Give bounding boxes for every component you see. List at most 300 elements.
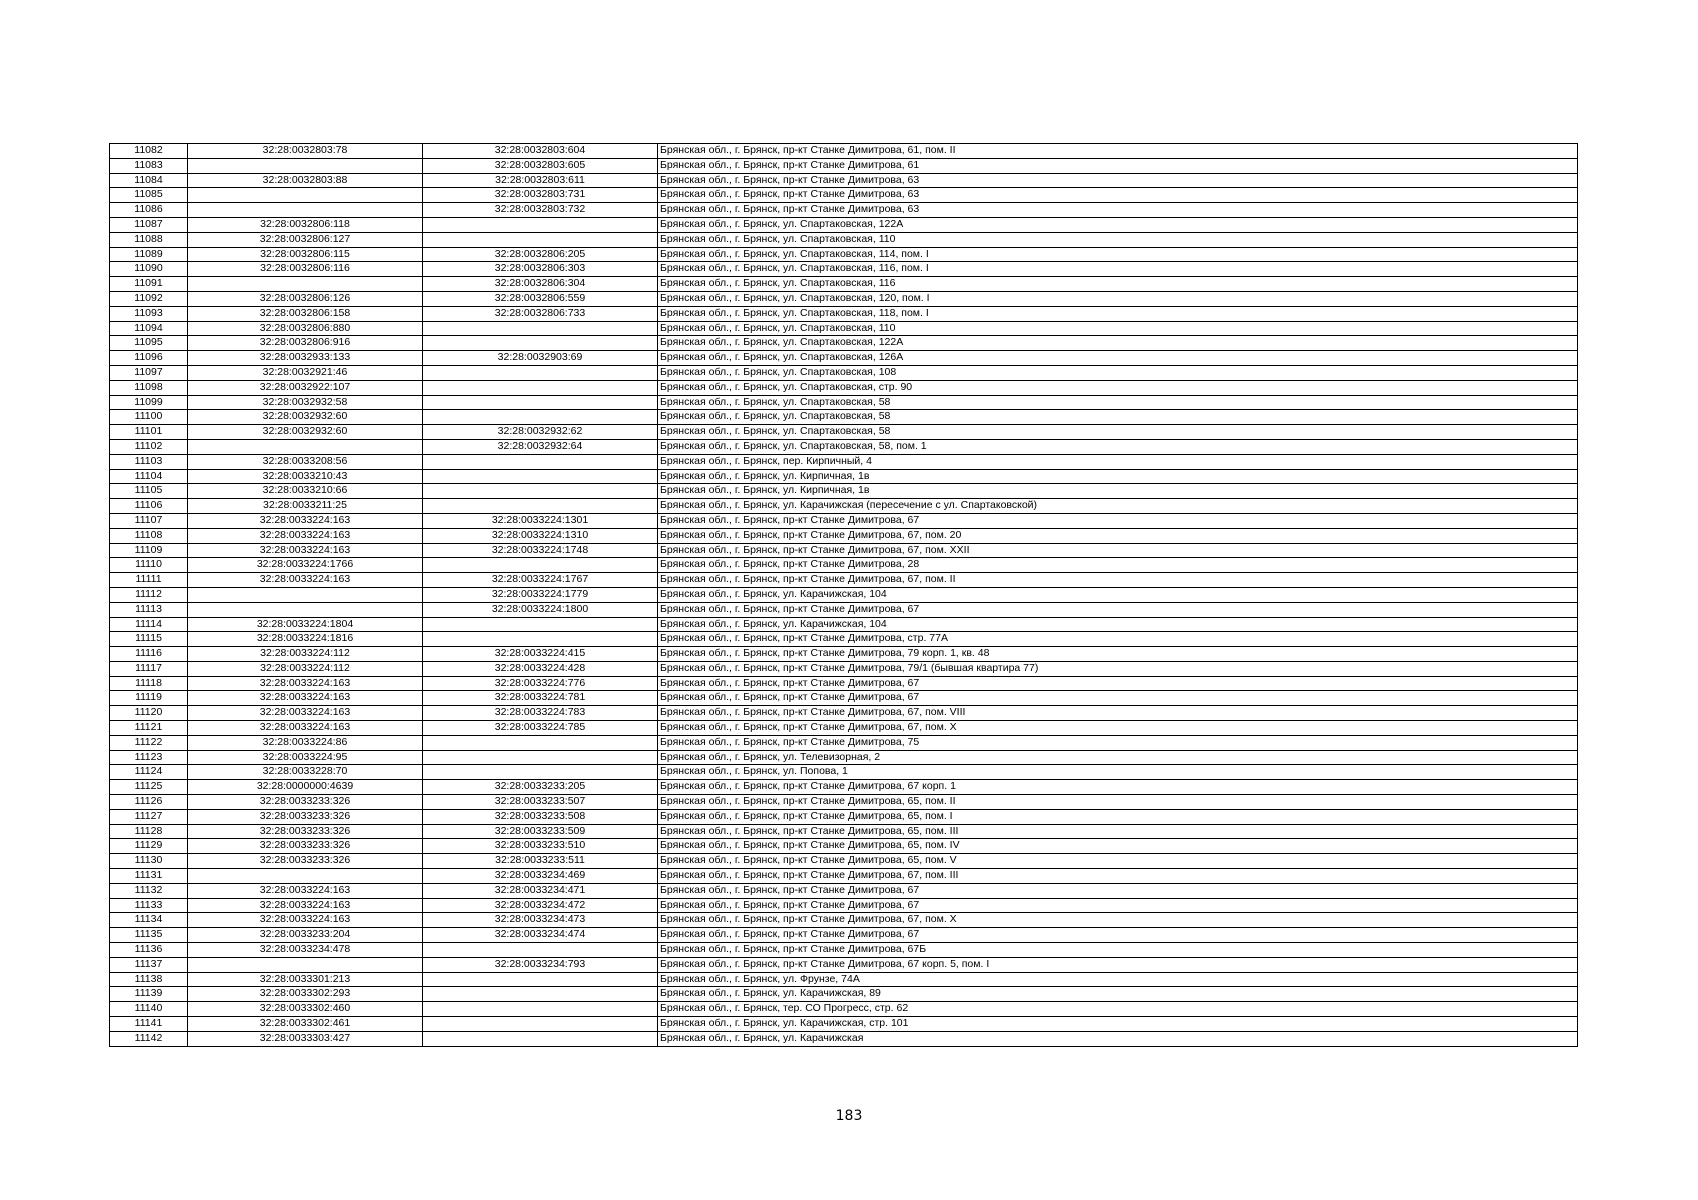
table-row	[110, 898, 1578, 913]
row-number-cell: 11096	[110, 351, 188, 366]
row-number-cell: 11098	[110, 380, 188, 395]
parcel-number-cell: 32:28:0033211:25	[188, 499, 423, 514]
parcel-number-cell: 32:28:0032806:126	[188, 291, 423, 306]
row-number-cell: 11142	[110, 1031, 188, 1046]
address-cell: Брянская обл., г. Брянск, пр-кт Станке Димитрова, 65, пом. III	[658, 824, 1578, 839]
table-row	[110, 706, 1578, 721]
address-cell: Брянская обл., г. Брянск, пр-кт Станке Димитрова, 61	[658, 158, 1578, 173]
row-number-cell: 11120	[110, 706, 188, 721]
table-row	[110, 721, 1578, 736]
parcel-number-cell: 32:28:0000000:4639	[188, 780, 423, 795]
table-row	[110, 735, 1578, 750]
parcel-number-cell: 32:28:0033224:112	[188, 647, 423, 662]
parcel-number-cell	[188, 203, 423, 218]
object-number-cell	[423, 750, 658, 765]
table-row	[110, 247, 1578, 262]
address-cell: Брянская обл., г. Брянск, пр-кт Станке Димитрова, 67	[658, 691, 1578, 706]
row-number-cell: 11109	[110, 543, 188, 558]
table-row	[110, 1002, 1578, 1017]
parcel-number-cell: 32:28:0033224:163	[188, 676, 423, 691]
address-cell: Брянская обл., г. Брянск, ул. Карачижская (пересечение с ул. Спартаковской)	[658, 499, 1578, 514]
parcel-number-cell	[188, 602, 423, 617]
address-cell: Брянская обл., г. Брянск, ул. Спартаковская, 126А	[658, 351, 1578, 366]
parcel-number-cell: 32:28:0032922:107	[188, 380, 423, 395]
table-row	[110, 203, 1578, 218]
address-cell: Брянская обл., г. Брянск, пр-кт Станке Димитрова, 67, пом. XXII	[658, 543, 1578, 558]
table-row	[110, 425, 1578, 440]
address-cell: Брянская обл., г. Брянск, ул. Карачижская, 104	[658, 617, 1578, 632]
address-cell: Брянская обл., г. Брянск, ул. Спартаковская, 114, пом. I	[658, 247, 1578, 262]
row-number-cell: 11088	[110, 232, 188, 247]
table-row	[110, 573, 1578, 588]
object-number-cell: 32:28:0033233:508	[423, 809, 658, 824]
address-cell: Брянская обл., г. Брянск, пр-кт Станке Димитрова, 63	[658, 173, 1578, 188]
address-cell: Брянская обл., г. Брянск, пр-кт Станке Димитрова, стр. 77А	[658, 632, 1578, 647]
table-row	[110, 410, 1578, 425]
object-number-cell: 32:28:0033233:511	[423, 854, 658, 869]
table-row	[110, 691, 1578, 706]
parcel-number-cell: 32:28:0033224:95	[188, 750, 423, 765]
address-cell: Брянская обл., г. Брянск, пр-кт Станке Димитрова, 67, пом. 20	[658, 528, 1578, 543]
parcel-number-cell: 32:28:0033224:1766	[188, 558, 423, 573]
cadastral-table	[109, 143, 1578, 1047]
object-number-cell	[423, 1031, 658, 1046]
address-cell: Брянская обл., г. Брянск, ул. Спартаковская, 58	[658, 395, 1578, 410]
table-row	[110, 351, 1578, 366]
row-number-cell: 11089	[110, 247, 188, 262]
address-cell: Брянская обл., г. Брянск, ул. Спартаковская, 110	[658, 321, 1578, 336]
row-number-cell: 11082	[110, 144, 188, 159]
table-row	[110, 824, 1578, 839]
object-number-cell	[423, 321, 658, 336]
table-row	[110, 809, 1578, 824]
parcel-number-cell: 32:28:0033208:56	[188, 454, 423, 469]
row-number-cell: 11134	[110, 913, 188, 928]
object-number-cell: 32:28:0033234:472	[423, 898, 658, 913]
table-row	[110, 558, 1578, 573]
object-number-cell	[423, 484, 658, 499]
row-number-cell: 11121	[110, 721, 188, 736]
parcel-number-cell	[188, 587, 423, 602]
parcel-number-cell: 32:28:0033224:163	[188, 513, 423, 528]
object-number-cell: 32:28:0033224:415	[423, 647, 658, 662]
row-number-cell: 11135	[110, 928, 188, 943]
object-number-cell: 32:28:0033233:507	[423, 795, 658, 810]
table-row	[110, 1031, 1578, 1046]
object-number-cell	[423, 987, 658, 1002]
table-row	[110, 632, 1578, 647]
object-number-cell	[423, 632, 658, 647]
object-number-cell: 32:28:0032932:62	[423, 425, 658, 440]
table-row	[110, 913, 1578, 928]
row-number-cell: 11118	[110, 676, 188, 691]
table-body	[110, 144, 1578, 1047]
object-number-cell	[423, 558, 658, 573]
table-row	[110, 232, 1578, 247]
object-number-cell	[423, 454, 658, 469]
object-number-cell	[423, 365, 658, 380]
table-row	[110, 217, 1578, 232]
table-row	[110, 883, 1578, 898]
object-number-cell	[423, 972, 658, 987]
address-cell: Брянская обл., г. Брянск, ул. Телевизорная, 2	[658, 750, 1578, 765]
address-cell: Брянская обл., г. Брянск, ул. Спартаковская, стр. 90	[658, 380, 1578, 395]
address-cell: Брянская обл., г. Брянск, пр-кт Станке Димитрова, 28	[658, 558, 1578, 573]
table-row	[110, 188, 1578, 203]
parcel-number-cell: 32:28:0033224:1804	[188, 617, 423, 632]
object-number-cell	[423, 469, 658, 484]
row-number-cell: 11093	[110, 306, 188, 321]
address-cell: Брянская обл., г. Брянск, ул. Спартаковская, 116, пом. I	[658, 262, 1578, 277]
parcel-number-cell	[188, 188, 423, 203]
table-row	[110, 987, 1578, 1002]
address-cell: Брянская обл., г. Брянск, пр-кт Станке Димитрова, 65, пом. V	[658, 854, 1578, 869]
address-cell: Брянская обл., г. Брянск, ул. Кирпичная, 1в	[658, 469, 1578, 484]
parcel-number-cell: 32:28:0033210:66	[188, 484, 423, 499]
address-cell: Брянская обл., г. Брянск, ул. Спартаковская, 118, пом. I	[658, 306, 1578, 321]
table-row	[110, 528, 1578, 543]
address-cell: Брянская обл., г. Брянск, ул. Спартаковская, 58	[658, 410, 1578, 425]
parcel-number-cell: 32:28:0033210:43	[188, 469, 423, 484]
parcel-number-cell: 32:28:0033224:163	[188, 913, 423, 928]
table-row	[110, 499, 1578, 514]
row-number-cell: 11130	[110, 854, 188, 869]
parcel-number-cell: 32:28:0033224:163	[188, 573, 423, 588]
parcel-number-cell	[188, 158, 423, 173]
address-cell: Брянская обл., г. Брянск, ул. Попова, 1	[658, 765, 1578, 780]
object-number-cell: 32:28:0033234:793	[423, 957, 658, 972]
table-row	[110, 513, 1578, 528]
object-number-cell: 32:28:0032932:64	[423, 439, 658, 454]
parcel-number-cell: 32:28:0033301:213	[188, 972, 423, 987]
parcel-number-cell: 32:28:0033228:70	[188, 765, 423, 780]
address-cell: Брянская обл., г. Брянск, ул. Кирпичная, 1в	[658, 484, 1578, 499]
parcel-number-cell: 32:28:0032803:88	[188, 173, 423, 188]
object-number-cell: 32:28:0033233:205	[423, 780, 658, 795]
parcel-number-cell: 32:28:0032932:60	[188, 410, 423, 425]
row-number-cell: 11137	[110, 957, 188, 972]
address-cell: Брянская обл., г. Брянск, пр-кт Станке Димитрова, 65, пом. I	[658, 809, 1578, 824]
row-number-cell: 11124	[110, 765, 188, 780]
object-number-cell: 32:28:0032903:69	[423, 351, 658, 366]
object-number-cell: 32:28:0033224:776	[423, 676, 658, 691]
object-number-cell	[423, 232, 658, 247]
table-row	[110, 336, 1578, 351]
address-cell: Брянская обл., г. Брянск, пр-кт Станке Димитрова, 67, пом. X	[658, 913, 1578, 928]
parcel-number-cell: 32:28:0033224:163	[188, 691, 423, 706]
address-cell: Брянская обл., г. Брянск, пр-кт Станке Димитрова, 63	[658, 203, 1578, 218]
table-row	[110, 1017, 1578, 1032]
object-number-cell: 32:28:0033224:428	[423, 661, 658, 676]
row-number-cell: 11129	[110, 839, 188, 854]
address-cell: Брянская обл., г. Брянск, пр-кт Станке Димитрова, 79/1 (бывшая квартира 77)	[658, 661, 1578, 676]
row-number-cell: 11091	[110, 277, 188, 292]
row-number-cell: 11097	[110, 365, 188, 380]
object-number-cell: 32:28:0032803:732	[423, 203, 658, 218]
address-cell: Брянская обл., г. Брянск, ул. Карачижская, 89	[658, 987, 1578, 1002]
table-row	[110, 454, 1578, 469]
object-number-cell: 32:28:0033234:474	[423, 928, 658, 943]
object-number-cell	[423, 617, 658, 632]
address-cell: Брянская обл., г. Брянск, пр-кт Станке Димитрова, 63	[658, 188, 1578, 203]
table-row	[110, 395, 1578, 410]
object-number-cell: 32:28:0032806:303	[423, 262, 658, 277]
object-number-cell: 32:28:0032803:731	[423, 188, 658, 203]
table-row	[110, 943, 1578, 958]
parcel-number-cell: 32:28:0033303:427	[188, 1031, 423, 1046]
parcel-number-cell: 32:28:0032806:916	[188, 336, 423, 351]
row-number-cell: 11085	[110, 188, 188, 203]
object-number-cell	[423, 1017, 658, 1032]
parcel-number-cell: 32:28:0032803:78	[188, 144, 423, 159]
table-row	[110, 262, 1578, 277]
address-cell: Брянская обл., г. Брянск, пр-кт Станке Димитрова, 61, пом. II	[658, 144, 1578, 159]
address-cell: Брянская обл., г. Брянск, пр-кт Станке Димитрова, 67, пом. III	[658, 869, 1578, 884]
table-row	[110, 750, 1578, 765]
parcel-number-cell: 32:28:0033224:163	[188, 883, 423, 898]
parcel-number-cell: 32:28:0033233:326	[188, 824, 423, 839]
table-row	[110, 869, 1578, 884]
parcel-number-cell: 32:28:0033302:461	[188, 1017, 423, 1032]
parcel-number-cell: 32:28:0033224:163	[188, 706, 423, 721]
object-number-cell: 32:28:0033224:1767	[423, 573, 658, 588]
object-number-cell: 32:28:0032806:733	[423, 306, 658, 321]
address-cell: Брянская обл., г. Брянск, пр-кт Станке Димитрова, 79 корп. 1, кв. 48	[658, 647, 1578, 662]
parcel-number-cell: 32:28:0033302:460	[188, 1002, 423, 1017]
table-row	[110, 972, 1578, 987]
parcel-number-cell: 32:28:0032806:118	[188, 217, 423, 232]
row-number-cell: 11100	[110, 410, 188, 425]
object-number-cell	[423, 410, 658, 425]
row-number-cell: 11113	[110, 602, 188, 617]
address-cell: Брянская обл., г. Брянск, пер. Кирпичный, 4	[658, 454, 1578, 469]
object-number-cell: 32:28:0033224:1800	[423, 602, 658, 617]
object-number-cell: 32:28:0032803:605	[423, 158, 658, 173]
parcel-number-cell: 32:28:0033233:326	[188, 795, 423, 810]
object-number-cell: 32:28:0032803:611	[423, 173, 658, 188]
address-cell: Брянская обл., г. Брянск, ул. Карачижская	[658, 1031, 1578, 1046]
parcel-number-cell: 32:28:0033234:478	[188, 943, 423, 958]
object-number-cell	[423, 336, 658, 351]
object-number-cell: 32:28:0033224:1310	[423, 528, 658, 543]
row-number-cell: 11090	[110, 262, 188, 277]
parcel-number-cell: 32:28:0032806:158	[188, 306, 423, 321]
object-number-cell: 32:28:0033233:509	[423, 824, 658, 839]
parcel-number-cell: 32:28:0033224:112	[188, 661, 423, 676]
parcel-number-cell: 32:28:0033224:163	[188, 528, 423, 543]
table-row	[110, 839, 1578, 854]
row-number-cell: 11122	[110, 735, 188, 750]
row-number-cell: 11101	[110, 425, 188, 440]
object-number-cell	[423, 1002, 658, 1017]
row-number-cell: 11105	[110, 484, 188, 499]
row-number-cell: 11115	[110, 632, 188, 647]
row-number-cell: 11125	[110, 780, 188, 795]
address-cell: Брянская обл., г. Брянск, ул. Спартаковская, 120, пом. I	[658, 291, 1578, 306]
address-cell: Брянская обл., г. Брянск, пр-кт Станке Димитрова, 67	[658, 928, 1578, 943]
row-number-cell: 11140	[110, 1002, 188, 1017]
row-number-cell: 11114	[110, 617, 188, 632]
row-number-cell: 11083	[110, 158, 188, 173]
parcel-number-cell: 32:28:0032806:116	[188, 262, 423, 277]
row-number-cell: 11107	[110, 513, 188, 528]
table-row	[110, 144, 1578, 159]
parcel-number-cell: 32:28:0033233:326	[188, 854, 423, 869]
row-number-cell: 11099	[110, 395, 188, 410]
address-cell: Брянская обл., г. Брянск, пр-кт Станке Димитрова, 67, пом. VIII	[658, 706, 1578, 721]
table-row	[110, 795, 1578, 810]
table-row	[110, 957, 1578, 972]
row-number-cell: 11141	[110, 1017, 188, 1032]
address-cell: Брянская обл., г. Брянск, пр-кт Станке Димитрова, 67	[658, 676, 1578, 691]
parcel-number-cell: 32:28:0032932:60	[188, 425, 423, 440]
object-number-cell	[423, 499, 658, 514]
parcel-number-cell: 32:28:0032806:127	[188, 232, 423, 247]
address-cell: Брянская обл., г. Брянск, пр-кт Станке Димитрова, 67	[658, 513, 1578, 528]
row-number-cell: 11102	[110, 439, 188, 454]
row-number-cell: 11112	[110, 587, 188, 602]
object-number-cell	[423, 765, 658, 780]
address-cell: Брянская обл., г. Брянск, тер. СО Прогресс, стр. 62	[658, 1002, 1578, 1017]
row-number-cell: 11104	[110, 469, 188, 484]
object-number-cell	[423, 943, 658, 958]
parcel-number-cell: 32:28:0033224:163	[188, 721, 423, 736]
row-number-cell: 11087	[110, 217, 188, 232]
object-number-cell: 32:28:0033234:469	[423, 869, 658, 884]
row-number-cell: 11110	[110, 558, 188, 573]
parcel-number-cell	[188, 869, 423, 884]
row-number-cell: 11095	[110, 336, 188, 351]
table-row	[110, 291, 1578, 306]
parcel-number-cell: 32:28:0033224:163	[188, 543, 423, 558]
parcel-number-cell: 32:28:0032806:880	[188, 321, 423, 336]
table-row	[110, 484, 1578, 499]
table-row	[110, 854, 1578, 869]
row-number-cell: 11126	[110, 795, 188, 810]
table-row	[110, 439, 1578, 454]
address-cell: Брянская обл., г. Брянск, пр-кт Станке Димитрова, 67 корп. 1	[658, 780, 1578, 795]
address-cell: Брянская обл., г. Брянск, пр-кт Станке Димитрова, 67, пом. II	[658, 573, 1578, 588]
row-number-cell: 11119	[110, 691, 188, 706]
row-number-cell: 11084	[110, 173, 188, 188]
address-cell: Брянская обл., г. Брянск, ул. Спартаковская, 122А	[658, 336, 1578, 351]
object-number-cell: 32:28:0032803:604	[423, 144, 658, 159]
address-cell: Брянская обл., г. Брянск, ул. Спартаковская, 58, пом. 1	[658, 439, 1578, 454]
parcel-number-cell: 32:28:0032932:58	[188, 395, 423, 410]
table-row	[110, 617, 1578, 632]
object-number-cell	[423, 735, 658, 750]
parcel-number-cell: 32:28:0033233:326	[188, 839, 423, 854]
row-number-cell: 11132	[110, 883, 188, 898]
row-number-cell: 11131	[110, 869, 188, 884]
address-cell: Брянская обл., г. Брянск, пр-кт Станке Димитрова, 67 корп. 5, пом. I	[658, 957, 1578, 972]
parcel-number-cell	[188, 277, 423, 292]
row-number-cell: 11094	[110, 321, 188, 336]
address-cell: Брянская обл., г. Брянск, ул. Спартаковская, 108	[658, 365, 1578, 380]
parcel-number-cell: 32:28:0033224:1816	[188, 632, 423, 647]
table-row	[110, 306, 1578, 321]
row-number-cell: 11139	[110, 987, 188, 1002]
parcel-number-cell	[188, 439, 423, 454]
address-cell: Брянская обл., г. Брянск, пр-кт Станке Димитрова, 67	[658, 883, 1578, 898]
parcel-number-cell: 32:28:0033233:326	[188, 809, 423, 824]
address-cell: Брянская обл., г. Брянск, пр-кт Станке Димитрова, 67	[658, 898, 1578, 913]
object-number-cell: 32:28:0032806:304	[423, 277, 658, 292]
address-cell: Брянская обл., г. Брянск, ул. Спартаковская, 58	[658, 425, 1578, 440]
table-row	[110, 647, 1578, 662]
row-number-cell: 11123	[110, 750, 188, 765]
table-row	[110, 676, 1578, 691]
row-number-cell: 11138	[110, 972, 188, 987]
address-cell: Брянская обл., г. Брянск, ул. Фрунзе, 74А	[658, 972, 1578, 987]
page-number: 183	[835, 1108, 863, 1124]
object-number-cell	[423, 380, 658, 395]
row-number-cell: 11106	[110, 499, 188, 514]
address-cell: Брянская обл., г. Брянск, ул. Карачижская, стр. 101	[658, 1017, 1578, 1032]
address-cell: Брянская обл., г. Брянск, пр-кт Станке Димитрова, 65, пом. II	[658, 795, 1578, 810]
table-row	[110, 365, 1578, 380]
table-row	[110, 928, 1578, 943]
table-row	[110, 661, 1578, 676]
parcel-number-cell: 32:28:0033233:204	[188, 928, 423, 943]
parcel-number-cell: 32:28:0032806:115	[188, 247, 423, 262]
table-row	[110, 543, 1578, 558]
address-cell: Брянская обл., г. Брянск, пр-кт Станке Димитрова, 65, пом. IV	[658, 839, 1578, 854]
table-row	[110, 173, 1578, 188]
parcel-number-cell: 32:28:0033224:86	[188, 735, 423, 750]
row-number-cell: 11111	[110, 573, 188, 588]
object-number-cell: 32:28:0033224:1301	[423, 513, 658, 528]
row-number-cell: 11103	[110, 454, 188, 469]
address-cell: Брянская обл., г. Брянск, ул. Карачижская, 104	[658, 587, 1578, 602]
row-number-cell: 11127	[110, 809, 188, 824]
object-number-cell: 32:28:0033224:781	[423, 691, 658, 706]
parcel-number-cell: 32:28:0033224:163	[188, 898, 423, 913]
object-number-cell	[423, 395, 658, 410]
table-row	[110, 602, 1578, 617]
parcel-number-cell: 32:28:0032933:133	[188, 351, 423, 366]
object-number-cell: 32:28:0033233:510	[423, 839, 658, 854]
table-row	[110, 765, 1578, 780]
row-number-cell: 11108	[110, 528, 188, 543]
table-row	[110, 469, 1578, 484]
address-cell: Брянская обл., г. Брянск, ул. Спартаковская, 110	[658, 232, 1578, 247]
address-cell: Брянская обл., г. Брянск, пр-кт Станке Димитрова, 67, пом. X	[658, 721, 1578, 736]
row-number-cell: 11128	[110, 824, 188, 839]
object-number-cell: 32:28:0033224:783	[423, 706, 658, 721]
table-row	[110, 158, 1578, 173]
object-number-cell: 32:28:0032806:205	[423, 247, 658, 262]
object-number-cell: 32:28:0033224:785	[423, 721, 658, 736]
row-number-cell: 11117	[110, 661, 188, 676]
address-cell: Брянская обл., г. Брянск, пр-кт Станке Димитрова, 75	[658, 735, 1578, 750]
table-row	[110, 780, 1578, 795]
object-number-cell: 32:28:0032806:559	[423, 291, 658, 306]
parcel-number-cell: 32:28:0032921:46	[188, 365, 423, 380]
row-number-cell: 11116	[110, 647, 188, 662]
table-row	[110, 380, 1578, 395]
table-row	[110, 587, 1578, 602]
address-cell: Брянская обл., г. Брянск, ул. Спартаковская, 122А	[658, 217, 1578, 232]
table-row	[110, 277, 1578, 292]
row-number-cell: 11086	[110, 203, 188, 218]
parcel-number-cell: 32:28:0033302:293	[188, 987, 423, 1002]
object-number-cell: 32:28:0033234:471	[423, 883, 658, 898]
table-row	[110, 321, 1578, 336]
row-number-cell: 11136	[110, 943, 188, 958]
object-number-cell: 32:28:0033234:473	[423, 913, 658, 928]
address-cell: Брянская обл., г. Брянск, пр-кт Станке Димитрова, 67	[658, 602, 1578, 617]
